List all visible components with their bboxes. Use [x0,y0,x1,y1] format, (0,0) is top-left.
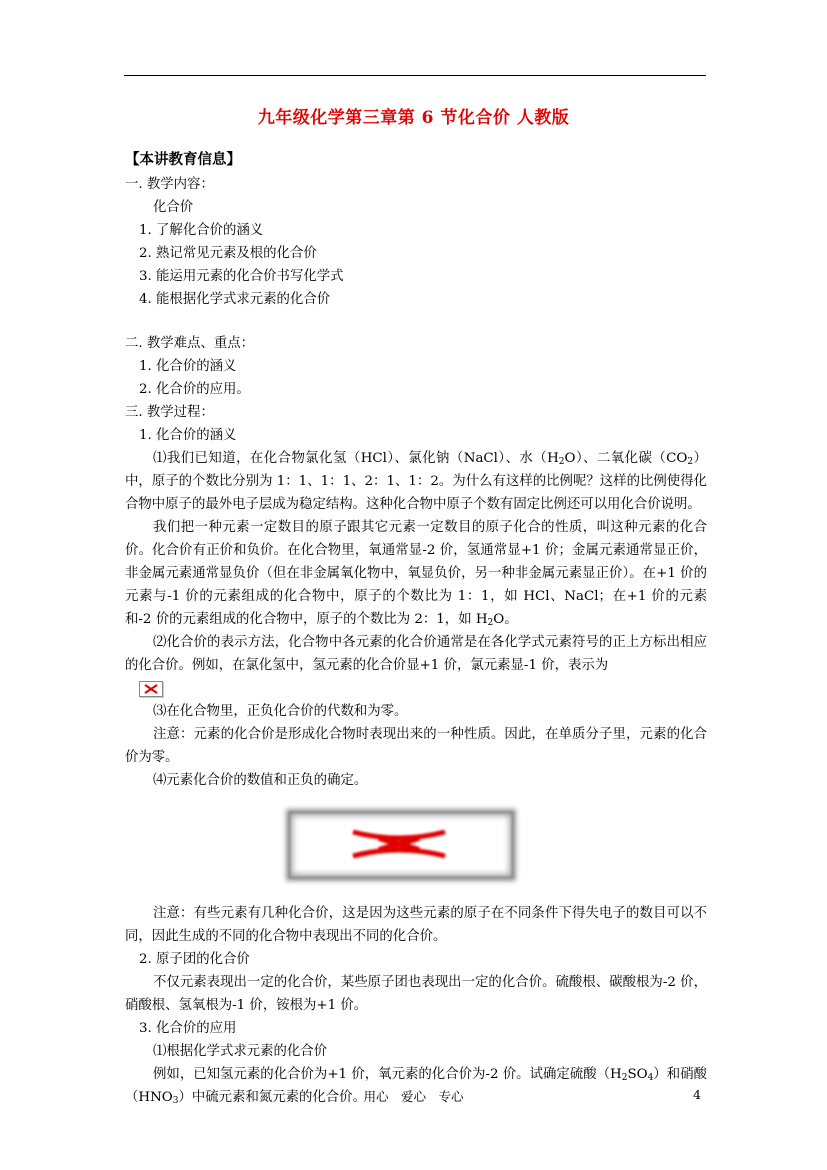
broken-image-icon [139,681,163,697]
document-body [125,148,707,1109]
page-number: 4 [693,1087,701,1102]
section-heading: 【本讲教育信息】 [125,151,241,168]
section-1-topic: 化合价 [153,200,194,215]
paragraph: ⑴我们已知道，在化合物氯化氢（HCl）、氯化钠（NaCl）、水$(H_2O)$、二氧化碳$(CO_2)$中，原子的个数比分别为 1：1、1：1、2：1、1：2。为什么有这样的比例呢？这样的比例使得化合物中原子的最外电子层成为稳定结构。这种化合物中原子个数有固定比例还可以用化合价说明。 [125,451,707,512]
paragraph: ⑶在化合物里，正负化合价的代数和为零。 [153,704,408,719]
subsection-title: 1. 化合价的涵义 [139,428,237,443]
paragraph: ⑵化合价的表示方法，化合物中各元素的化合价通常是在各化学式元素符号的正上方标出相应的化合价。例如，在氯化氢中，氢元素的化合价显+1 价，氯元素显-1 价，表示为 [125,635,707,673]
subsection-title: 2. 原子团的化合价 [139,952,250,967]
broken-image-placeholder [125,792,707,902]
list-item: 3. 能运用元素的化合价书写化学式 [139,269,344,284]
section-3-label: 三. 教学过程： [125,405,214,420]
header-rule [124,75,706,76]
paragraph: ⑴根据化学式求元素的化合价 [153,1044,328,1059]
list-item: 1. 化合价的涵义 [139,359,237,374]
list-item: 2. 化合价的应用。 [139,382,250,397]
broken-image-icon [349,828,449,860]
paragraph: 例如，已知氢元素的化合价为+1 价，氧元素的化合价为-2 价。试确定硫酸$(H_2SO_4)$和硝酸$(HNO_3)$中硫元素和氮元素的化合价。 [125,1067,707,1106]
page-title: 九年级化学第三章第 6 节化合价 人教版 [257,108,570,128]
list-item: 2. 熟记常见元素及根的化合价 [139,246,317,261]
paragraph: 注意：元素的化合价是形成化合物时表现出来的一种性质。因此，在单质分子里，元素的化合价为零。 [125,727,707,765]
paragraph: 注意：有些元素有几种化合价，这是因为这些元素的原子在不同条件下得失电子的数目可以不同，因此生成的不同的化合物中表现出不同的化合价。 [125,906,707,944]
list-item: 1. 了解化合价的涵义 [139,223,264,238]
section-2-label: 二. 教学难点、重点： [125,336,255,351]
list-item: 4. 能根据化学式求元素的化合价 [139,292,331,307]
broken-image-line [125,677,707,700]
paragraph: ⑷元素化合价的数值和正负的确定。 [153,773,368,788]
paragraph: 我们把一种元素一定数目的原子跟其它元素一定数目的原子化合的性质，叫这种元素的化合价。化合价有正价和负价。在化合物里，氧通常显-2 价，氢通常显+1 价；金属元素通常显正价，非金属元素通常显负价（但在非金属氧化物中，氧显负价，另一种非金属元素显正价）。在+1 价的元素与-1 价的元素组成的化合物中，原子的个数比为 1：1，如 HCl、NaCl；在+1 价的元素和-2 价的元素组成的化合物中，原子的个数比为 2：1，如 $H_2O$。 [125,520,707,628]
section-1-label: 一. 教学内容： [125,177,214,192]
paragraph: 不仅元素表现出一定的化合价，某些原子团也表现出一定的化合价。硫酸根、碳酸根为-2 价，硝酸根、氢氧根为-1 价，铵根为+1 价。 [125,975,707,1013]
footer-motto: 用心 爱心 专心 [363,1089,464,1104]
subsection-title: 3. 化合价的应用 [139,1021,237,1036]
